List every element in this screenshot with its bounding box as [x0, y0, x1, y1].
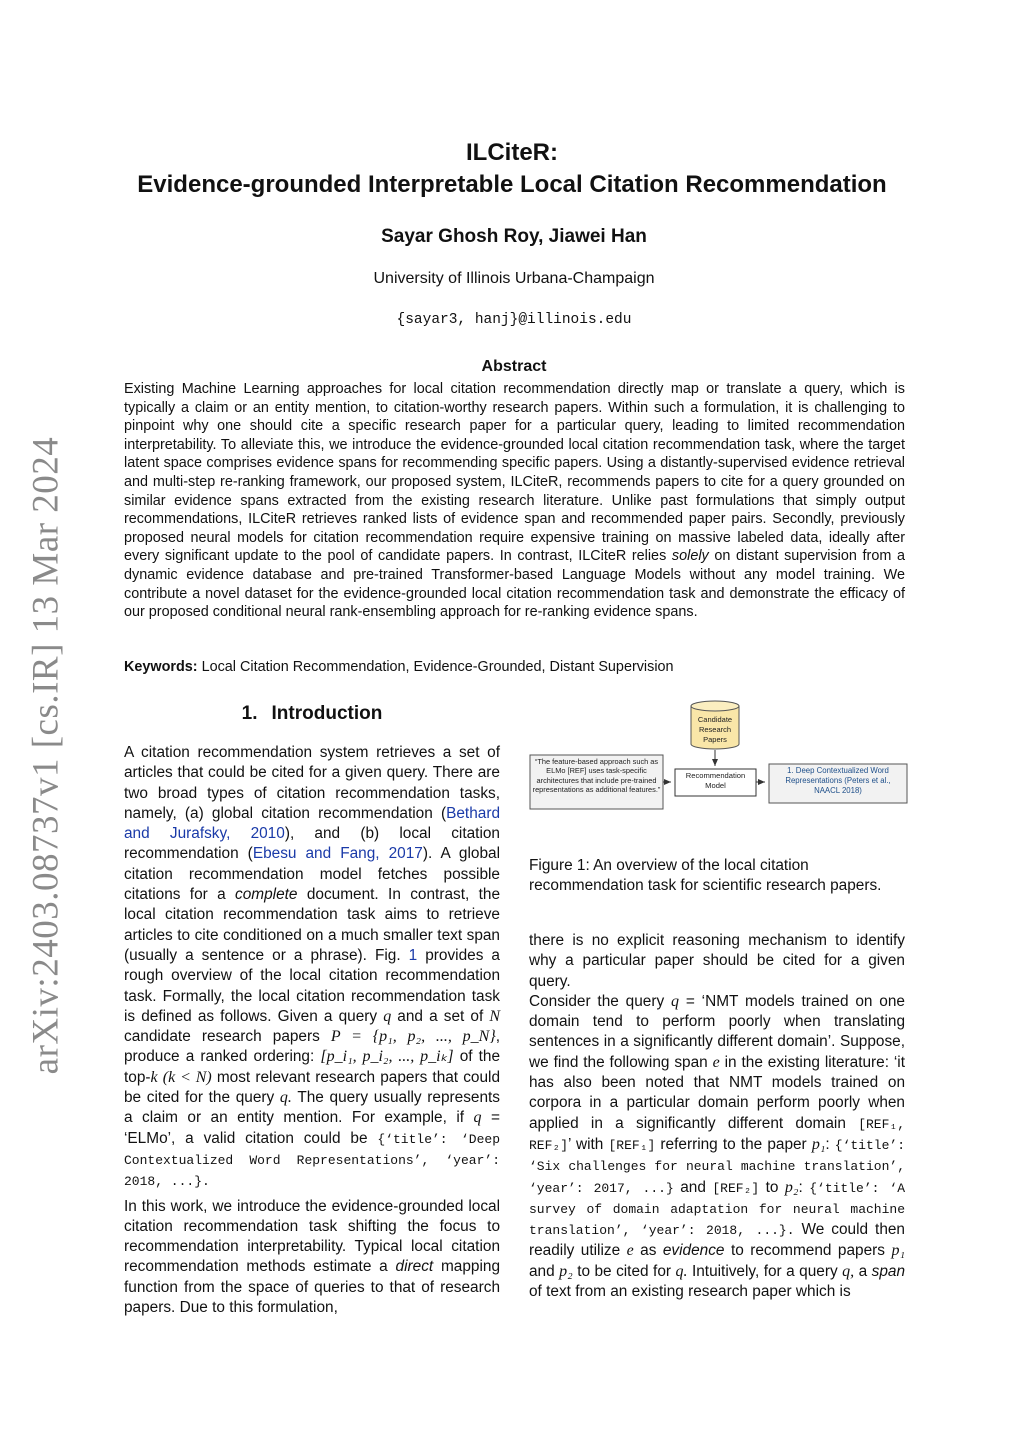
column-right: [529, 931, 905, 1302]
figure-diagram: [525, 700, 915, 820]
citation-link-bethard[interactable]: Bethard and Jurafsky, 2010: [124, 804, 500, 843]
figure-ref-link[interactable]: 1: [408, 946, 418, 964]
query-text: “The feature-based approach such as ELMo [REF] uses task-specific architectures that include pre-trained representations as additional features.”: [532, 757, 661, 795]
database-label: Candidate Research Papers: [697, 715, 733, 744]
email: {sayar3, hanj}@illinois.edu: [396, 312, 632, 328]
keywords-text: Local Citation Recommendation, Evidence-Grounded, Distant Supervision: [201, 659, 674, 675]
column-left: [124, 743, 500, 1318]
model-label: Recommendation Model: [685, 771, 746, 790]
figure-1: [525, 700, 915, 820]
result-text: 1. Deep Contextualized Word Representations (Peters et al., NAACL 2018): [785, 766, 891, 795]
abstract-body: Existing Machine Learning approaches for local citation recommendation directly map or translate a query, which is typically a claim or an entity mention, to citation-worthy research papers. Within such a formulation, it is challenging to pinpoint why one should cite a specific research paper for a particular query, leading to limited recommendation interpretability. To alleviate this, we introduce the evidence-grounded local citation recommendation task, where the target latent space comprises evidence spans for recommending specific papers. Using a distantly-supervised evidence retrieval and multi-step re-ranking framework, our proposed system, ILCiteR, recommends papers to cite for a query grounded on similar evidence spans extracted from the existing research literature. Unlike past formulations that simply output recommendations, ILCiteR retrieves ranked lists of evidence span and recommended paper pairs. Secondly, previously proposed neural models for citation recommendation require expensive training on massive labeled data, ideally after every significant update to the pool of candidate papers. In contrast, ILCiteR relies solely on distant supervision from a dynamic evidence database and pre-trained Transformer-based Language Models without any model training. We contribute a novel dataset for the evidence-grounded local citation recommendation task and demonstrate the efficacy of our proposed conditional neural rank-ensembling approach for re-ranking evidence spans.: [124, 381, 905, 621]
paper-title: [100, 137, 924, 201]
keywords-label: Keywords:: [124, 659, 198, 675]
section-heading: 1. Introduction: [241, 703, 383, 724]
arxiv-sidebar: [18, 436, 74, 1074]
title-line-2: Evidence-grounded Interpretable Local Citation Recommendation: [137, 171, 887, 198]
title-line-1: ILCiteR:: [466, 139, 558, 166]
intro-paragraph-2: In this work, we introduce the evidence-grounded local citation recommendation task shifting the focus to recommendation interpretability. Typical local citation recommendation methods estimate a direct mapping function from the space of queries to that of research papers. Due to this formulation,: [124, 1197, 501, 1317]
citation-link-ebesu[interactable]: Ebesu and Fang, 2017: [252, 845, 423, 863]
arxiv-id-label: arXiv:2403.08737v1 [cs.IR] 13 Mar 2024: [25, 436, 67, 1074]
right-paragraph-2: Consider the query q = ‘NMT models trained on one domain tend to perform poorly when translating sentences in a significantly different domain’. Suppose, we find the following span e in the existing literature: ‘it has also been noted that NMT models trained on corpora in a particular domain perform poorly when applied in a significantly different domain [REF₁, REF₂]’ with [REF₁] referring to the paper p₁: {‘title’: ‘Six challenges for neural machine translation’, ‘year’: 2017, ...} and [REF₂] to p₂: {‘title’: ‘A survey of domain adaptation for neural machine translation’, ‘year’: 2018, ...}. We could then readily utilize e as evidence to recommend papers p₁ and p₂ to be cited for q. Intuitively, for a query q, a span of text from an existing research paper which is: [529, 992, 906, 1301]
affiliation: University of Illinois Urbana-Champaign: [373, 270, 655, 287]
intro-paragraph-1: A citation recommendation system retrieves a set of articles that could be cited for a given query. There are two broad types of citation recommendation tasks, namely, (a) global citation recommendation (Bethard and Jurafsky, 2010), and (b) local citation recommendation (Ebesu and Fang, 2017). A global citation recommendation model fetches possible citations for a complete document. In contrast, the local citation recommendation task aims to retrieve articles to cite conditioned on a much smaller text span (usually a sentence or a phrase). Fig. 1 provides a rough overview of the local citation recommendation task. Formally, the local citation recommendation task is defined as follows. Given a query q and a set of N candidate research papers P = {p₁, p₂, ..., p_N}, produce a ranked ordering: [p_i₁, p_i₂, ..., p_iₖ] of the top-k (k < N) most relevant research papers that could be cited for the query q. The query usually represents a claim or an entity mention. For example, if q = ‘ELMo’, a valid citation could be {‘title’: ‘Deep Contextualized Word Representations’, ‘year’: 2018, ...}.: [124, 744, 501, 1190]
figure-caption: Figure 1: An overview of the local citation recommendation task for scientific research papers.: [529, 857, 882, 895]
abstract-heading: Abstract: [481, 358, 547, 375]
keywords: [124, 659, 905, 675]
right-paragraph-1: there is no explicit reasoning mechanism to identify why a particular paper should be cited for a given query.: [529, 932, 905, 990]
authors: Sayar Ghosh Roy, Jiawei Han: [381, 226, 647, 247]
